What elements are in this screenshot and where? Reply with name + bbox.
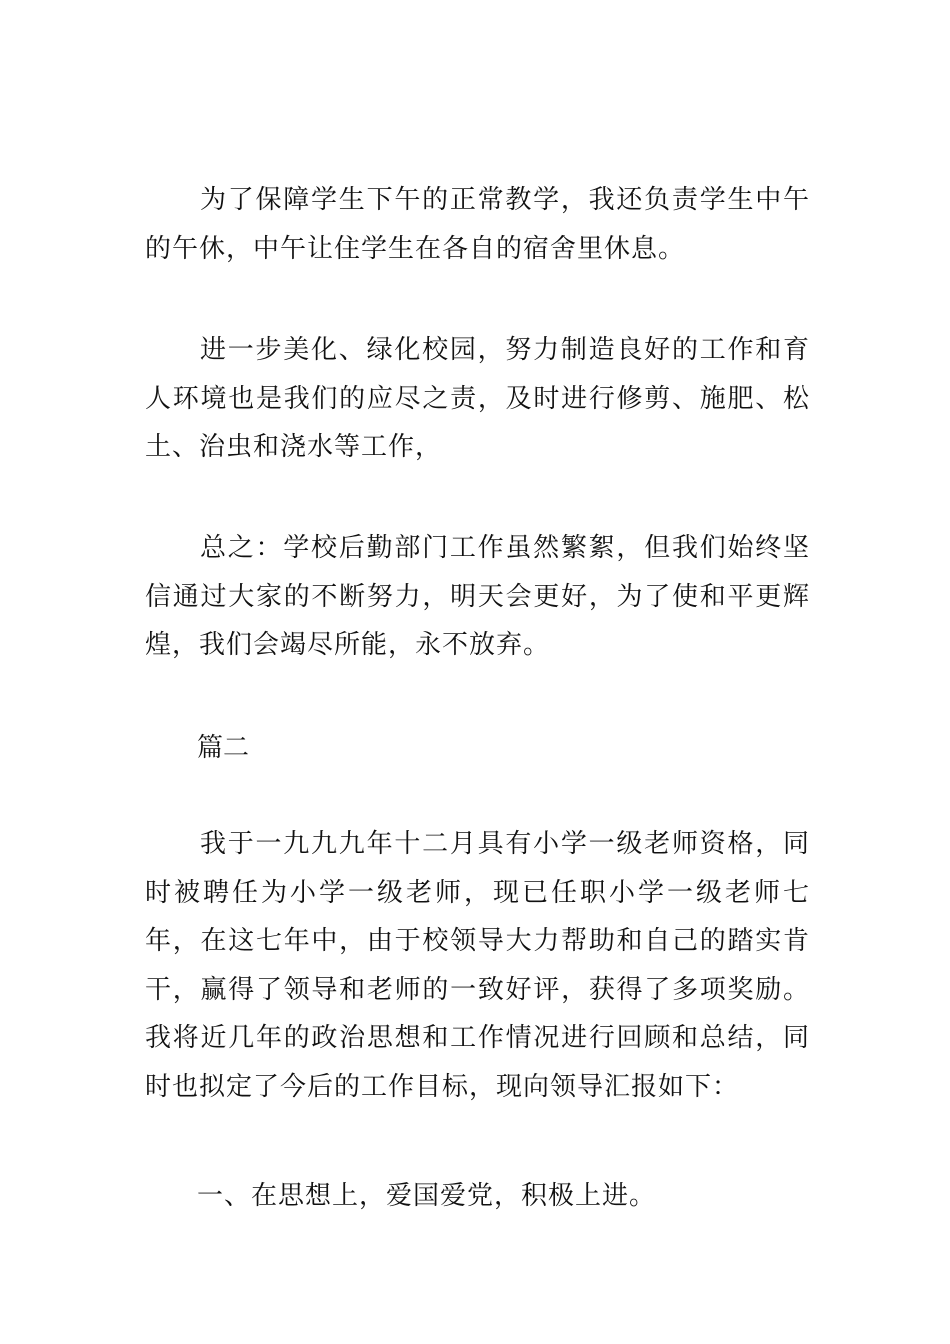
paragraph-teacher-intro: 我于一九九九年十二月具有小学一级老师资格，同时被聘任为小学一级老师，现已任职小学一级老师七年，在这七年中，由于校领导大力帮助和自己的踏实肯干，赢得了领导和老师的一致好评，获得了多项奖励。我将近几年的政治思想和工作情况进行回顾和总结，同时也拟定了今后的工作目标，现向领导汇报如下： <box>145 829 810 1102</box>
paragraph-conclusion: 总之：学校后勤部门工作虽然繁絮，但我们始终坚信通过大家的不断努力，明天会更好，为了使和平更辉煌，我们会竭尽所能，永不放弃。 <box>145 533 810 660</box>
paragraph-campus-greening: 进一步美化、绿化校园，努力制造良好的工作和育人环境也是我们的应尽之责，及时进行修剪、施肥、松土、治虫和浇水等工作， <box>145 335 810 462</box>
list-item-thought: 一、在思想上，爱国爱党，积极上进。 <box>197 1181 657 1211</box>
section-heading: 篇二 <box>197 733 250 763</box>
paragraph-noon-rest: 为了保障学生下午的正常教学，我还负责学生中午的午休，中午让住学生在各自的宿舍里休息。 <box>145 185 810 264</box>
